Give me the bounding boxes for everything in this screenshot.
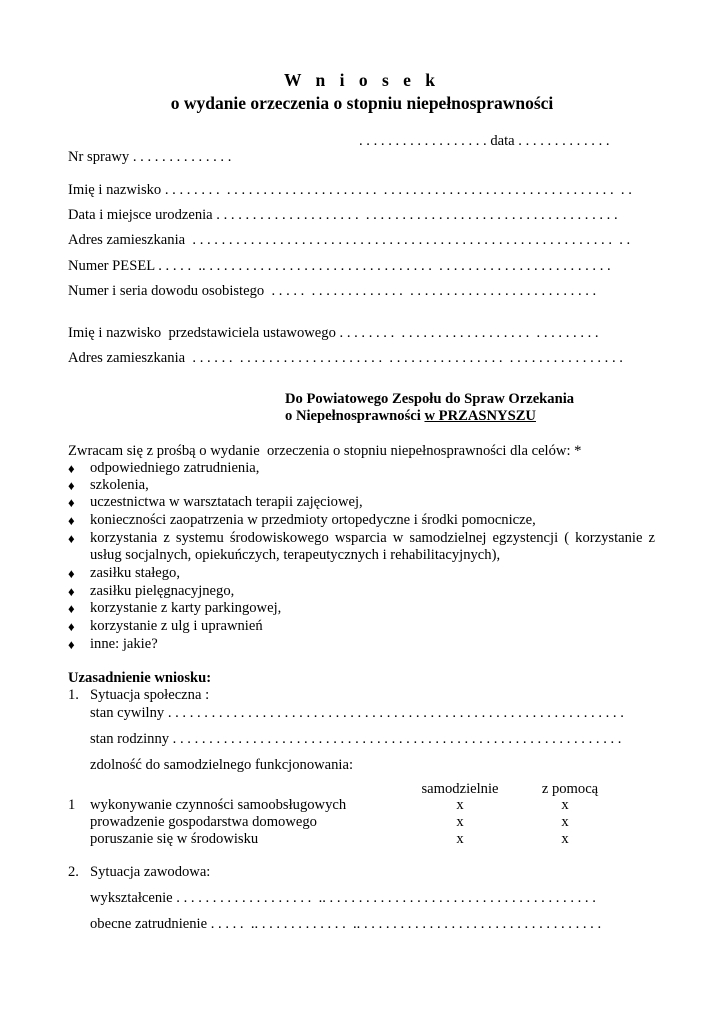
purpose-item[interactable]: korzystanie z karty parkingowej,: [90, 600, 282, 616]
purpose-item[interactable]: uczestnictwa w warsztatach terapii zajęciowej,: [90, 494, 363, 510]
activity-label: poruszanie się w środowisku: [90, 831, 259, 847]
purpose-item-continuation: usług socjalnych, opiekuńczych, terapeutycznych i rehabilitacyjnych),: [90, 547, 501, 563]
assisted-mark[interactable]: x: [561, 814, 569, 830]
diamond-bullet-icon: ♦: [68, 601, 75, 616]
independent-mark[interactable]: x: [456, 797, 464, 813]
assisted-mark[interactable]: x: [561, 831, 569, 847]
document-subtitle: o wydanie orzeczenia o stopniu niepełnosprawności: [170, 93, 554, 113]
purpose-item[interactable]: inne: jakie?: [90, 636, 158, 652]
diamond-bullet-icon: ♦: [68, 495, 75, 510]
activity-label: prowadzenie gospodarstwa domowego: [90, 814, 317, 830]
independent-mark[interactable]: x: [456, 831, 464, 847]
addressee-city: w PRZASNYSZU: [424, 408, 536, 424]
representative-name-field[interactable]: Imię i nazwisko przedstawiciela ustawowego . . . . . . . . . . . . . . . . . . . . . . . . . . . . . . . . . . .: [68, 325, 599, 341]
document-title: W n i o s e k: [283, 70, 441, 90]
section-1-number: 1.: [68, 687, 79, 703]
column-header-assisted: z pomocą: [541, 781, 599, 797]
address-field[interactable]: Adres zamieszkania . . . . . . . . . . . . . . . . . . . . . . . . . . . . . . . . . . . . . . . . . . . . . . . . . . . . . . . . . . . .: [68, 232, 631, 248]
diamond-bullet-icon: ♦: [68, 566, 75, 581]
diamond-bullet-icon: ♦: [68, 584, 75, 599]
request-intro: Zwracam się z prośbą o wydanie orzeczenia o stopniu niepełnosprawności dla celów: *: [68, 443, 582, 459]
purpose-item[interactable]: odpowiedniego zatrudnienia,: [90, 460, 260, 476]
marital-status-field[interactable]: stan cywilny . . . . . . . . . . . . . . . . . . . . . . . . . . . . . . . . . . . . . . . . . . . . . . . . . . . . . . . . . . . . . . .: [90, 705, 624, 721]
diamond-bullet-icon: ♦: [68, 461, 75, 476]
case-number-field[interactable]: Nr sprawy . . . . . . . . . . . . . .: [68, 149, 232, 165]
diamond-bullet-icon: ♦: [68, 619, 75, 634]
purpose-item[interactable]: szkolenia,: [90, 477, 149, 493]
purpose-item[interactable]: zasiłku stałego,: [90, 565, 180, 581]
column-header-independent: samodzielnie: [421, 781, 499, 797]
justification-heading: Uzasadnienie wniosku:: [68, 670, 212, 686]
table-row-number: 1: [68, 797, 76, 813]
diamond-bullet-icon: ♦: [68, 637, 75, 652]
section-1-title: Sytuacja społeczna :: [90, 687, 210, 703]
id-card-field[interactable]: Numer i seria dowodu osobistego . . . . . . . . . . . . . . . . . . . . . . . . . . . . . . . . . . . . . . . . . . . .: [68, 283, 597, 299]
addressee-prefix: o Niepełnosprawności: [285, 408, 425, 424]
addressee-line-2: [285, 408, 536, 425]
birth-field[interactable]: Data i miejsce urodzenia . . . . . . . . . . . . . . . . . . . . . . . . . . . . . . . . . . . . . . . . . . . . . . . . . . . . . . .: [68, 207, 618, 223]
family-status-field[interactable]: stan rodzinny . . . . . . . . . . . . . . . . . . . . . . . . . . . . . . . . . . . . . . . . . . . . . . . . . . . . . . . . . . . . . .: [90, 731, 622, 747]
diamond-bullet-icon: ♦: [68, 478, 75, 493]
diamond-bullet-icon: ♦: [68, 531, 75, 546]
section-2-number: 2.: [68, 864, 79, 880]
representative-address-field[interactable]: Adres zamieszkania . . . . . . . . . . . . . . . . . . . . . . . . . . . . . . . . . . . . . . . . . . . . . . . . . . . . . . . . . .: [68, 350, 623, 366]
purpose-item[interactable]: konieczności zaopatrzenia w przedmioty ortopedyczne i środki pomocnicze,: [90, 512, 536, 528]
independent-mark[interactable]: x: [456, 814, 464, 830]
purpose-item[interactable]: korzystania z systemu środowiskowego wsparcia w samodzielnej egzystencji ( korzystanie z: [90, 530, 655, 546]
purpose-item[interactable]: korzystanie z ulg i uprawnień: [90, 618, 263, 634]
activity-label: wykonywanie czynności samoobsługowych: [90, 797, 347, 813]
diamond-bullet-icon: ♦: [68, 513, 75, 528]
section-2-title: Sytuacja zawodowa:: [90, 864, 211, 880]
ability-title: zdolność do samodzielnego funkcjonowania:: [90, 757, 354, 773]
pesel-field[interactable]: Numer PESEL . . . . . .. . . . . . . . . . . . . . . . . . . . . . . . . . . . . . . . . . . . . . . . . . . . . . . . . . . . . . . .: [68, 258, 611, 274]
date-field[interactable]: . . . . . . . . . . . . . . . . . . data . . . . . . . . . . . . .: [359, 133, 610, 149]
assisted-mark[interactable]: x: [561, 797, 569, 813]
employment-field[interactable]: obecne zatrudnienie . . . . . .. . . . . . . . . . . . . .. . . . . . . . . . . . . . . . . . . . . . . . . . . . . . . . . .: [90, 916, 602, 932]
addressee-line-1: Do Powiatowego Zespołu do Spraw Orzekania: [285, 391, 575, 407]
purpose-item[interactable]: zasiłku pielęgnacyjnego,: [90, 583, 235, 599]
education-field[interactable]: wykształcenie . . . . . . . . . . . . . . . . . . . .. . . . . . . . . . . . . . . . . . . . . . . . . . . . . . . . . . . . . .: [90, 890, 596, 906]
name-field[interactable]: Imię i nazwisko . . . . . . . . . . . . . . . . . . . . . . . . . . . . . . . . . . . . . . . . . . . . . . . . . . . . . . . . . . . . . . .: [68, 182, 632, 198]
